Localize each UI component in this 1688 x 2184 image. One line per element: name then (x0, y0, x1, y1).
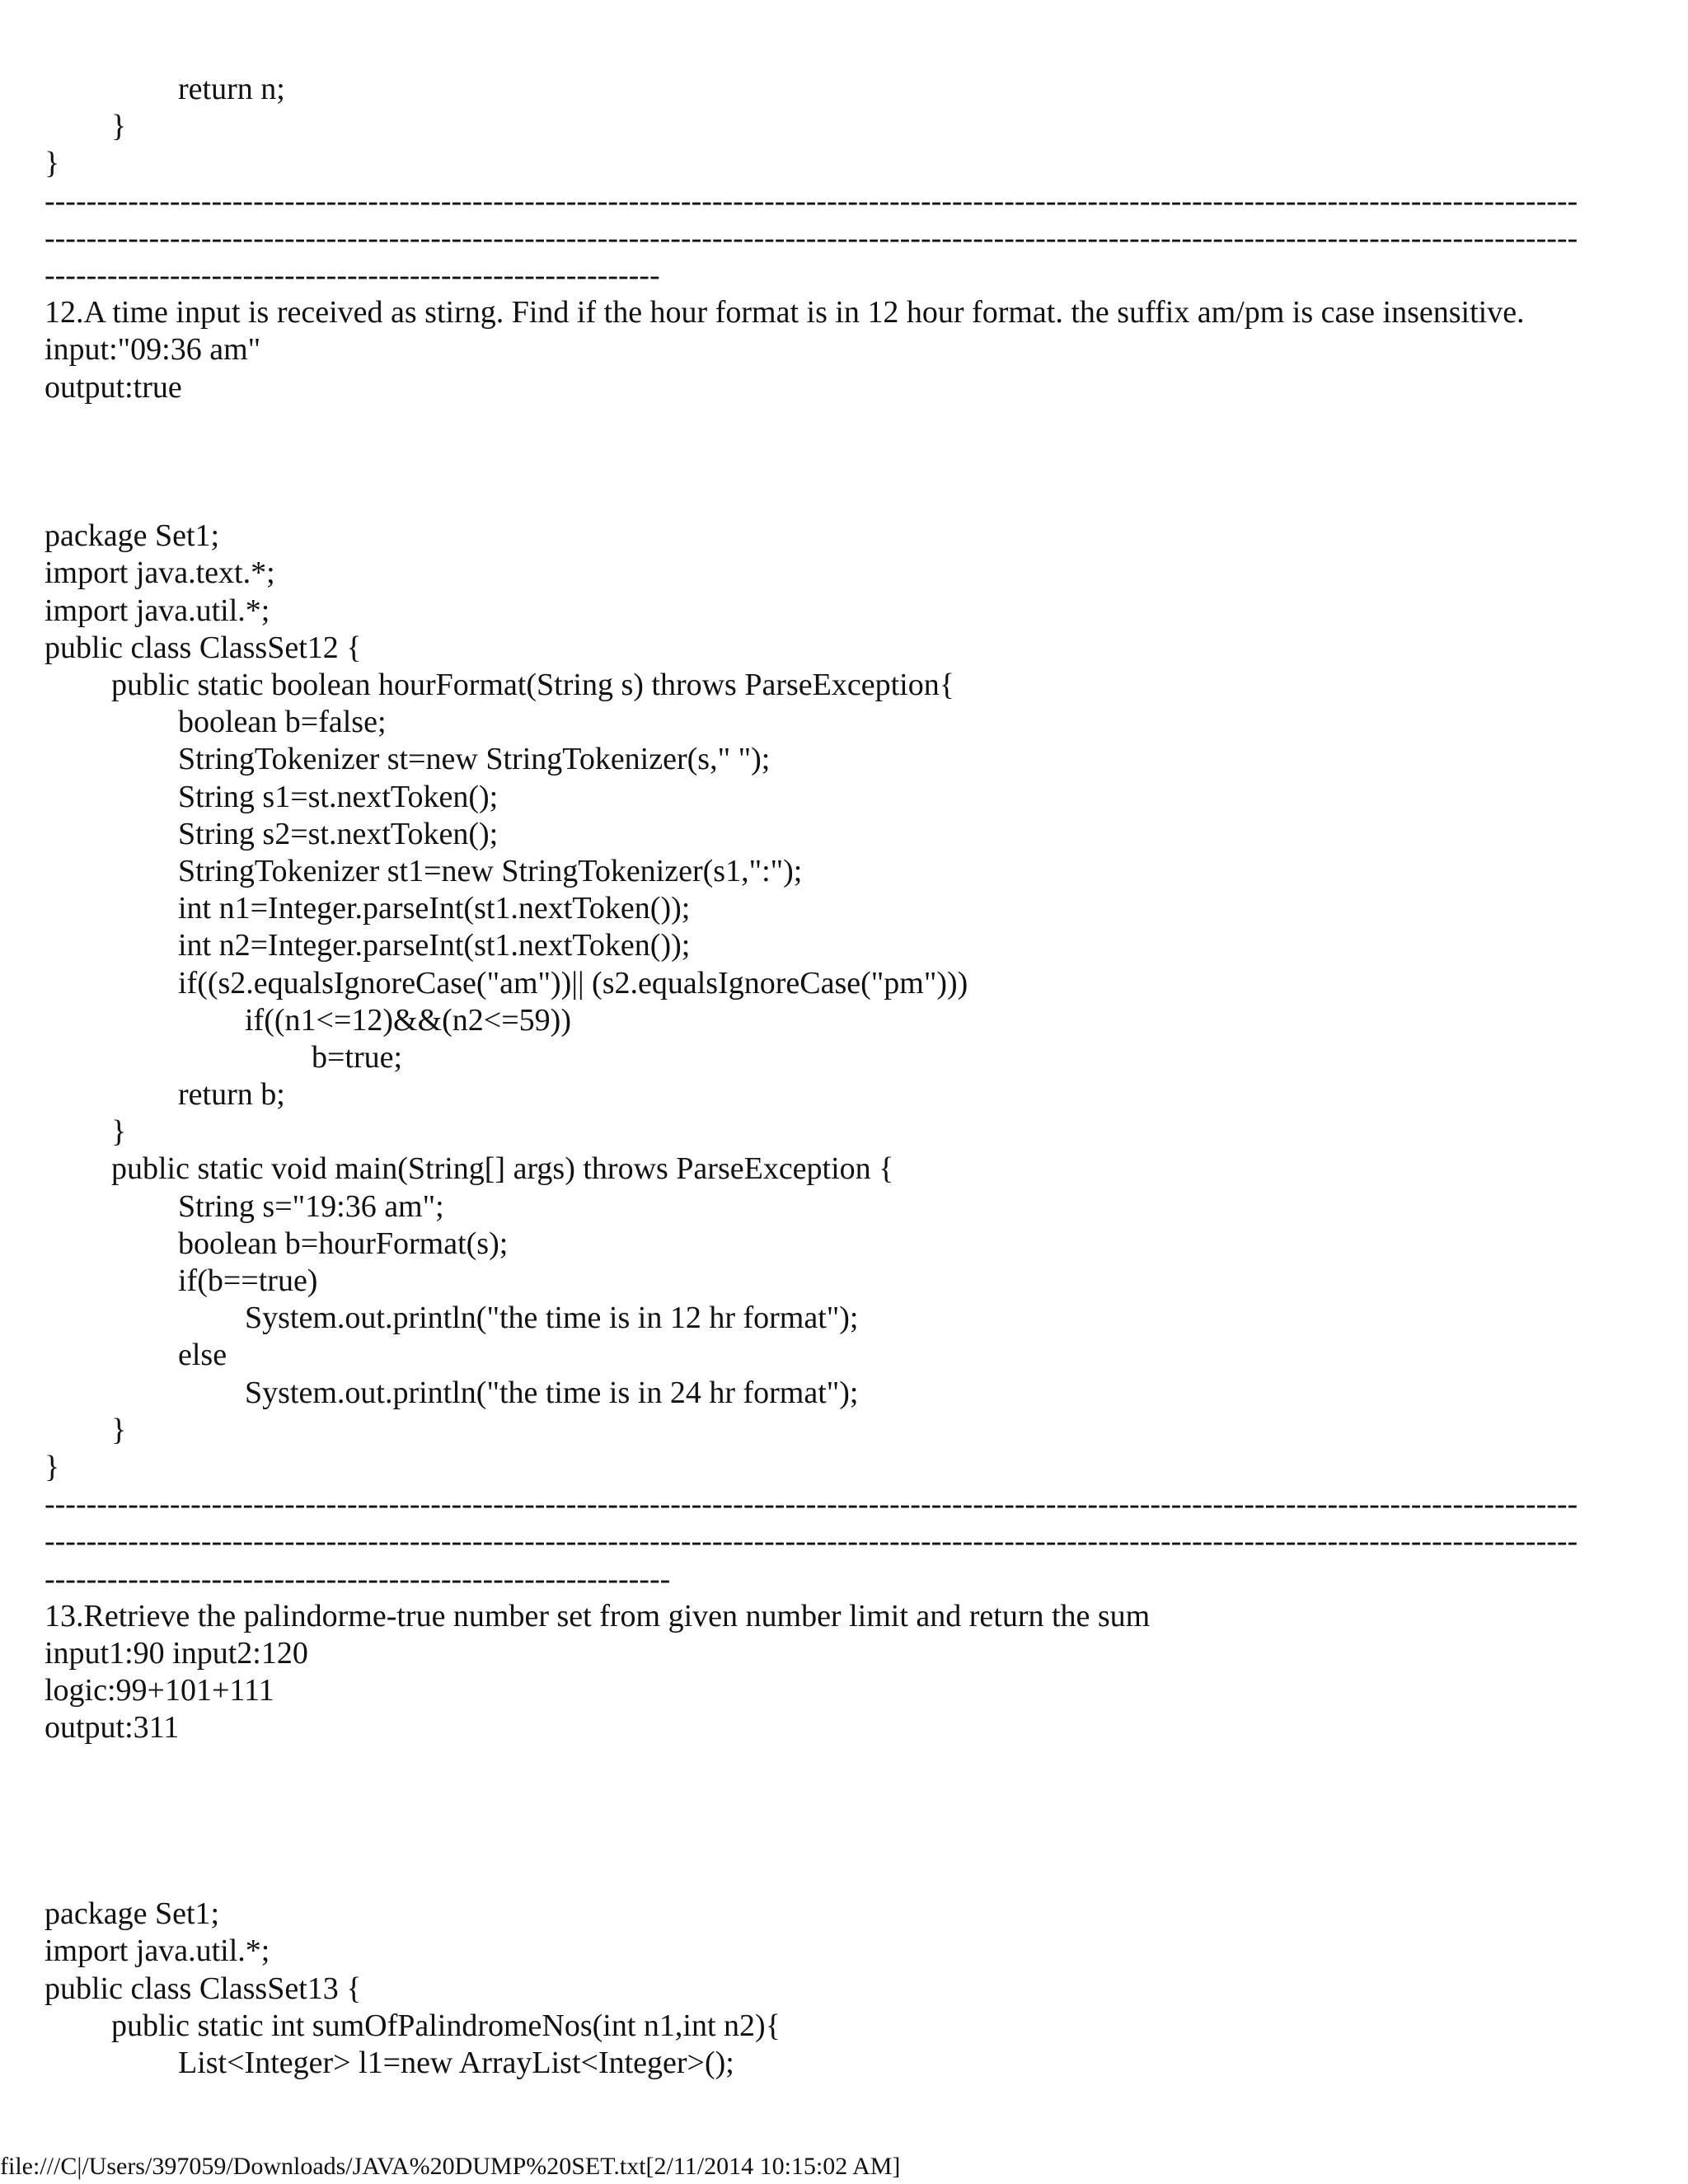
code-line: public static void main(String[] args) throws ParseException { (111, 1151, 894, 1187)
question-13-input: input1:90 input2:120 (45, 1635, 308, 1671)
code-line: package Set1; (45, 518, 220, 554)
separator-line: --------------------------------------------------------------------------------------------------------------------------------------------------- (45, 183, 1578, 218)
code-line: StringTokenizer st1=new StringTokenizer(s1,":"); (178, 853, 803, 888)
code-line: if(b==true) (178, 1263, 318, 1298)
code-line: int n1=Integer.parseInt(st1.nextToken()); (178, 891, 691, 926)
code-line: import java.util.*; (45, 593, 270, 628)
code-line: String s2=st.nextToken(); (178, 816, 499, 851)
code-line: String s="19:36 am"; (178, 1188, 444, 1224)
code-line: } (111, 1412, 127, 1447)
code-line: public class ClassSet13 { (45, 1971, 362, 2006)
code-line: } (45, 146, 60, 181)
code-line: public class ClassSet12 { (45, 630, 362, 665)
code-line: } (45, 1449, 60, 1484)
question-12-output: output:true (45, 369, 182, 405)
code-line: if((n1<=12)&&(n2<=59)) (245, 1002, 571, 1038)
code-line: return b; (178, 1077, 285, 1113)
question-13-output: output:311 (45, 1710, 180, 1746)
code-line: import java.util.*; (45, 1933, 270, 1969)
separator-line: ----------------------------------------------------------- (45, 257, 660, 293)
separator-line: --------------------------------------------------------------------------------------------------------------------------------------------------- (45, 1524, 1578, 1559)
code-line: List<Integer> l1=new ArrayList<Integer>(); (178, 2045, 734, 2080)
code-line: if((s2.equalsIgnoreCase("am"))|| (s2.equalsIgnoreCase("pm"))) (178, 965, 968, 1001)
question-12-input: input:"09:36 am" (45, 332, 261, 368)
document-body (45, 71, 1643, 2082)
code-line: boolean b=false; (178, 705, 387, 740)
code-line: int n2=Integer.parseInt(st1.nextToken()); (178, 928, 691, 963)
question-13-logic: logic:99+101+111 (45, 1673, 274, 1708)
code-line: public static int sumOfPalindromeNos(int n1,int n2){ (111, 2008, 781, 2043)
code-line: System.out.println("the time is in 24 hr format"); (245, 1375, 859, 1410)
code-line: package Set1; (45, 1896, 220, 1932)
question-12-text: 12.A time input is received as stirng. Find if the hour format is in 12 hour format. the suffix am/pm is case insensitive. (45, 295, 1525, 330)
code-line: b=true; (312, 1039, 403, 1075)
code-line: } (111, 109, 127, 144)
separator-line: --------------------------------------------------------------------------------------------------------------------------------------------------- (45, 220, 1578, 255)
code-line: System.out.println("the time is in 12 hr format"); (245, 1301, 859, 1336)
code-line: else (178, 1338, 227, 1373)
code-line: String s1=st.nextToken(); (178, 779, 499, 814)
separator-line: ------------------------------------------------------------ (45, 1561, 671, 1596)
code-line: } (111, 1114, 127, 1150)
question-13-text: 13.Retrieve the palindorme-true number set from given number limit and return the sum (45, 1598, 1151, 1633)
page-footer-url: file:///C|/Users/397059/Downloads/JAVA%20DUMP%20SET.txt[2/11/2014 10:15:02 AM] (0, 2153, 901, 2180)
code-line: StringTokenizer st=new StringTokenizer(s," "); (178, 742, 771, 777)
separator-line: --------------------------------------------------------------------------------------------------------------------------------------------------- (45, 1487, 1578, 1522)
code-line: public static boolean hourFormat(String s) throws ParseException{ (111, 668, 954, 702)
code-line: boolean b=hourFormat(s); (178, 1226, 509, 1261)
code-line: import java.text.*; (45, 555, 275, 591)
code-line: return n; (178, 72, 285, 106)
